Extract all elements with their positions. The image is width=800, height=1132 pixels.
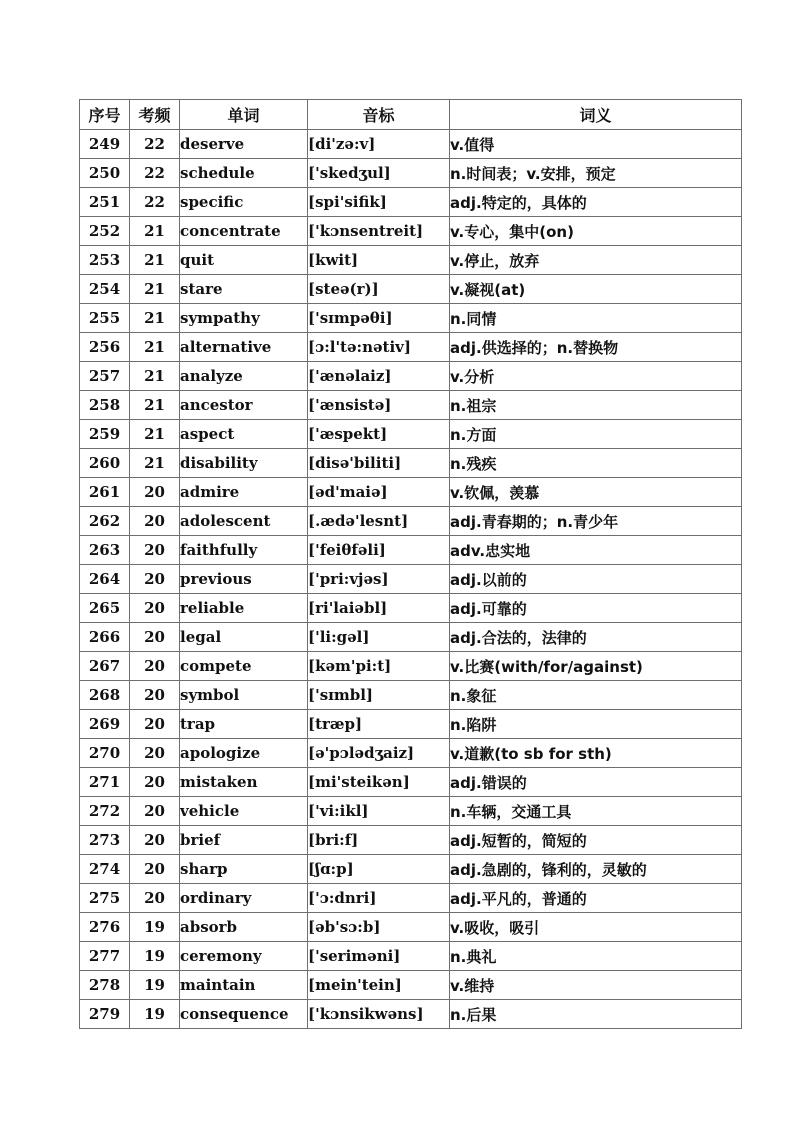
cell-word: symbol [180, 681, 308, 710]
cell-word: apologize [180, 739, 308, 768]
cell-word: vehicle [180, 797, 308, 826]
table-row [80, 507, 742, 536]
cell-frequency: 19 [130, 913, 180, 942]
header-definition: 词义 [450, 100, 742, 130]
cell-phonetic: [spi'sifik] [308, 188, 450, 217]
cell-word: reliable [180, 594, 308, 623]
cell-definition: adj.可靠的 [450, 594, 742, 623]
cell-phonetic: ['pri:vjəs] [308, 565, 450, 594]
cell-definition: adj.青春期的；n.青少年 [450, 507, 742, 536]
cell-frequency: 20 [130, 681, 180, 710]
table-header-row [80, 100, 742, 130]
cell-definition: adj.以前的 [450, 565, 742, 594]
cell-seq: 278 [80, 971, 130, 1000]
table-row [80, 536, 742, 565]
cell-phonetic: ['æspekt] [308, 420, 450, 449]
table-row [80, 797, 742, 826]
cell-seq: 265 [80, 594, 130, 623]
cell-definition: n.象征 [450, 681, 742, 710]
cell-frequency: 20 [130, 594, 180, 623]
cell-definition: adj.合法的，法律的 [450, 623, 742, 652]
cell-word: ceremony [180, 942, 308, 971]
cell-word: stare [180, 275, 308, 304]
cell-frequency: 20 [130, 652, 180, 681]
cell-seq: 269 [80, 710, 130, 739]
cell-word: sympathy [180, 304, 308, 333]
table-row [80, 159, 742, 188]
table-row [80, 333, 742, 362]
cell-seq: 266 [80, 623, 130, 652]
cell-word: absorb [180, 913, 308, 942]
cell-definition: adj.急剧的，锋利的，灵敏的 [450, 855, 742, 884]
cell-definition: n.陷阱 [450, 710, 742, 739]
cell-word: sharp [180, 855, 308, 884]
cell-frequency: 19 [130, 942, 180, 971]
cell-definition: adj.错误的 [450, 768, 742, 797]
cell-word: deserve [180, 130, 308, 159]
table-row [80, 710, 742, 739]
cell-frequency: 22 [130, 159, 180, 188]
cell-phonetic: ['kɔnsikwəns] [308, 1000, 450, 1029]
table-row [80, 913, 742, 942]
cell-frequency: 20 [130, 710, 180, 739]
cell-definition: v.道歉(to sb for sth) [450, 739, 742, 768]
cell-phonetic: [kəm'pi:t] [308, 652, 450, 681]
cell-frequency: 20 [130, 855, 180, 884]
cell-phonetic: ['seriməni] [308, 942, 450, 971]
cell-frequency: 20 [130, 884, 180, 913]
cell-definition: n.祖宗 [450, 391, 742, 420]
cell-frequency: 20 [130, 507, 180, 536]
cell-phonetic: [.ædə'lesnt] [308, 507, 450, 536]
cell-word: mistaken [180, 768, 308, 797]
cell-definition: n.方面 [450, 420, 742, 449]
cell-frequency: 20 [130, 826, 180, 855]
cell-word: disability [180, 449, 308, 478]
table-row [80, 739, 742, 768]
table-row [80, 246, 742, 275]
cell-frequency: 21 [130, 449, 180, 478]
cell-definition: v.值得 [450, 130, 742, 159]
header-frequency: 考频 [130, 100, 180, 130]
cell-frequency: 20 [130, 739, 180, 768]
cell-frequency: 20 [130, 536, 180, 565]
table-row [80, 391, 742, 420]
cell-word: legal [180, 623, 308, 652]
cell-seq: 249 [80, 130, 130, 159]
cell-seq: 271 [80, 768, 130, 797]
cell-frequency: 21 [130, 304, 180, 333]
cell-definition: v.钦佩，羡慕 [450, 478, 742, 507]
cell-definition: v.凝视(at) [450, 275, 742, 304]
cell-frequency: 21 [130, 362, 180, 391]
cell-word: analyze [180, 362, 308, 391]
cell-seq: 258 [80, 391, 130, 420]
header-seq: 序号 [80, 100, 130, 130]
cell-phonetic: [mi'steikən] [308, 768, 450, 797]
cell-frequency: 21 [130, 333, 180, 362]
table-row [80, 449, 742, 478]
cell-phonetic: [bri:f] [308, 826, 450, 855]
cell-word: ordinary [180, 884, 308, 913]
cell-seq: 262 [80, 507, 130, 536]
cell-seq: 279 [80, 1000, 130, 1029]
table-row [80, 623, 742, 652]
cell-phonetic: [ɔ:l'tə:nətiv] [308, 333, 450, 362]
table-row [80, 594, 742, 623]
cell-seq: 273 [80, 826, 130, 855]
table-row [80, 420, 742, 449]
cell-seq: 276 [80, 913, 130, 942]
cell-phonetic: [disə'biliti] [308, 449, 450, 478]
table-row [80, 768, 742, 797]
table-row [80, 565, 742, 594]
cell-word: admire [180, 478, 308, 507]
cell-word: compete [180, 652, 308, 681]
cell-phonetic: ['ænsistə] [308, 391, 450, 420]
cell-seq: 267 [80, 652, 130, 681]
cell-frequency: 21 [130, 246, 180, 275]
cell-word: consequence [180, 1000, 308, 1029]
cell-phonetic: ['sɪmpəθi] [308, 304, 450, 333]
table-row [80, 478, 742, 507]
cell-seq: 253 [80, 246, 130, 275]
cell-seq: 261 [80, 478, 130, 507]
cell-phonetic: ['feiθfəli] [308, 536, 450, 565]
cell-word: trap [180, 710, 308, 739]
cell-frequency: 20 [130, 623, 180, 652]
cell-phonetic: ['ɔ:dnri] [308, 884, 450, 913]
cell-definition: adv.忠实地 [450, 536, 742, 565]
cell-definition: adj.特定的，具体的 [450, 188, 742, 217]
cell-word: faithfully [180, 536, 308, 565]
cell-phonetic: [əb'sɔ:b] [308, 913, 450, 942]
table-row [80, 942, 742, 971]
cell-seq: 270 [80, 739, 130, 768]
cell-word: quit [180, 246, 308, 275]
cell-word: schedule [180, 159, 308, 188]
cell-phonetic: [kwit] [308, 246, 450, 275]
cell-frequency: 21 [130, 217, 180, 246]
cell-seq: 263 [80, 536, 130, 565]
table-row [80, 1000, 742, 1029]
cell-phonetic: [ə'pɔlədʒaiz] [308, 739, 450, 768]
cell-frequency: 19 [130, 1000, 180, 1029]
cell-phonetic: ['skedʒul] [308, 159, 450, 188]
cell-definition: adj.短暂的，简短的 [450, 826, 742, 855]
cell-frequency: 20 [130, 797, 180, 826]
cell-definition: n.残疾 [450, 449, 742, 478]
cell-definition: n.后果 [450, 1000, 742, 1029]
cell-definition: n.同情 [450, 304, 742, 333]
cell-seq: 254 [80, 275, 130, 304]
table-row [80, 971, 742, 1000]
cell-seq: 252 [80, 217, 130, 246]
cell-phonetic: [ri'laiəbl] [308, 594, 450, 623]
cell-seq: 260 [80, 449, 130, 478]
cell-frequency: 22 [130, 130, 180, 159]
table-row [80, 884, 742, 913]
cell-definition: v.比赛(with/for/against) [450, 652, 742, 681]
cell-word: previous [180, 565, 308, 594]
cell-frequency: 22 [130, 188, 180, 217]
cell-seq: 259 [80, 420, 130, 449]
vocabulary-page [79, 99, 741, 1029]
cell-seq: 257 [80, 362, 130, 391]
cell-definition: n.典礼 [450, 942, 742, 971]
cell-definition: v.专心，集中(on) [450, 217, 742, 246]
table-row [80, 855, 742, 884]
cell-seq: 277 [80, 942, 130, 971]
table-body [80, 130, 742, 1029]
cell-seq: 274 [80, 855, 130, 884]
table-row [80, 188, 742, 217]
cell-phonetic: [træp] [308, 710, 450, 739]
cell-definition: n.车辆，交通工具 [450, 797, 742, 826]
cell-word: brief [180, 826, 308, 855]
cell-frequency: 20 [130, 478, 180, 507]
cell-word: aspect [180, 420, 308, 449]
table-row [80, 652, 742, 681]
cell-definition: v.维持 [450, 971, 742, 1000]
cell-frequency: 21 [130, 420, 180, 449]
cell-phonetic: [steə(r)] [308, 275, 450, 304]
cell-frequency: 20 [130, 565, 180, 594]
cell-word: ancestor [180, 391, 308, 420]
cell-seq: 268 [80, 681, 130, 710]
cell-phonetic: ['vi:ikl] [308, 797, 450, 826]
cell-definition: adj.供选择的；n.替换物 [450, 333, 742, 362]
cell-word: adolescent [180, 507, 308, 536]
cell-seq: 251 [80, 188, 130, 217]
cell-phonetic: [mein'tein] [308, 971, 450, 1000]
cell-definition: v.吸收，吸引 [450, 913, 742, 942]
cell-phonetic: [di'zə:v] [308, 130, 450, 159]
cell-frequency: 21 [130, 275, 180, 304]
table-row [80, 681, 742, 710]
cell-phonetic: ['sɪmbl] [308, 681, 450, 710]
header-word: 单词 [180, 100, 308, 130]
table-row [80, 362, 742, 391]
cell-word: concentrate [180, 217, 308, 246]
cell-phonetic: ['kɔnsentreit] [308, 217, 450, 246]
cell-definition: adj.平凡的，普通的 [450, 884, 742, 913]
cell-seq: 275 [80, 884, 130, 913]
cell-seq: 264 [80, 565, 130, 594]
table-row [80, 304, 742, 333]
cell-word: alternative [180, 333, 308, 362]
cell-definition: v.停止，放弃 [450, 246, 742, 275]
cell-seq: 250 [80, 159, 130, 188]
cell-phonetic: ['ænəlaiz] [308, 362, 450, 391]
cell-frequency: 21 [130, 391, 180, 420]
cell-word: specific [180, 188, 308, 217]
cell-frequency: 20 [130, 768, 180, 797]
cell-seq: 272 [80, 797, 130, 826]
table-row [80, 217, 742, 246]
table-row [80, 826, 742, 855]
cell-definition: v.分析 [450, 362, 742, 391]
table-row [80, 275, 742, 304]
cell-definition: n.时间表；v.安排，预定 [450, 159, 742, 188]
cell-phonetic: [ʃɑ:p] [308, 855, 450, 884]
cell-word: maintain [180, 971, 308, 1000]
cell-seq: 255 [80, 304, 130, 333]
cell-seq: 256 [80, 333, 130, 362]
vocabulary-table [79, 99, 742, 1029]
cell-phonetic: ['li:gəl] [308, 623, 450, 652]
table-row [80, 130, 742, 159]
cell-frequency: 19 [130, 971, 180, 1000]
cell-phonetic: [əd'maiə] [308, 478, 450, 507]
header-phonetic: 音标 [308, 100, 450, 130]
